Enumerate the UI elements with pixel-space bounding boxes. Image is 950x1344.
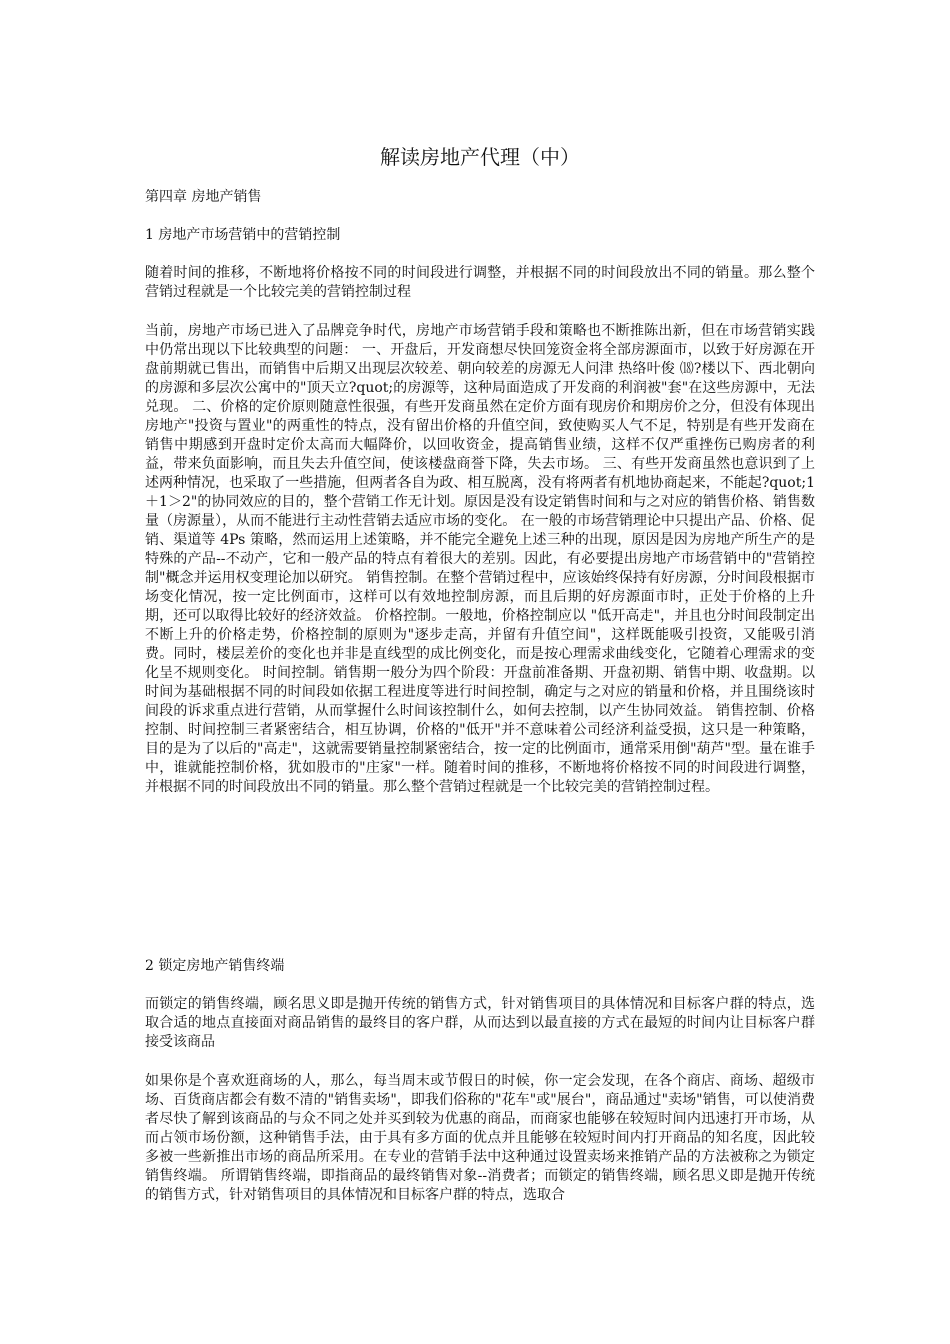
- section-2-heading: 2 锁定房地产销售终端: [145, 958, 285, 974]
- section-1-heading: 1 房地产市场营销中的营销控制: [145, 227, 341, 243]
- document-title: 解读房地产代理（中）: [380, 145, 580, 169]
- section-1-summary: 随着时间的推移，不断地将价格按不同的时间段进行调整，并根据不同的时间段放出不同的销量。那么整个营销过程就是一个比较完美的营销控制过程: [145, 265, 815, 300]
- section-2-body: 如果你是个喜欢逛商场的人，那么，每当周末或节假日的时候，你一定会发现，在各个商店、商场、超级市场、百货商店都会有数不清的"销售卖场"，即我们俗称的"花车"或"展台"，商品通过"卖场"销售，可以使消费者尽快了解到该商品的与众不同之处并买到较为优惠的商品，而商家也能够在较短时间内迅速打开市场，从而占领市场份额，这种销售手法，由于具有多方面的优点并且能够在较短时间内打开商品的知名度，因此较多被一些新推出市场的商品所采用。在专业的营销手法中这种通过设置卖场来推销产品的方法被称之为锁定销售终端。 所谓销售终端，即指商品的最终销售对象--消费者；而锁定的销售终端，顾名思义即是抛开传统的销售方式，针对销售项目的具体情况和目标客户群的特点，选取合: [145, 1073, 815, 1203]
- chapter-heading: 第四章 房地产销售: [145, 189, 262, 205]
- section-2-summary: 而锁定的销售终端，顾名思义即是抛开传统的销售方式，针对销售项目的具体情况和目标客户群的特点，选取合适的地点直接面对商品销售的最终目的客户群，从而达到以最直接的方式在最短的时间内让目标客户群接受该商品: [145, 996, 815, 1050]
- section-1-body: 当前，房地产市场已进入了品牌竞争时代，房地产市场营销手段和策略也不断推陈出新，但在市场营销实践中仍常出现以下比较典型的问题： 一、开盘后，开发商想尽快回笼资金将全部房源面市，以致于好房源在开盘前期就已售出，而销售中后期又出现层次较差、朝向较差的房源无人问津 热络叶俊 ⒅?楼以下、西北朝向的房源和多层次公寓中的"顶天立?quot;的房源等，这种局面造成了开发商的利润被"套"在这些房源中，无法兑现。 二、价格的定价原则随意性很强，有些开发商虽然在定价方面有现房价和期房价之分，但没有体现出房地产"投资与置业"的两重性的特点，没有留出价格的升值空间，致使购买人气不足，特别是有些开发商在销售中期感到开盘时定价太高而大幅降价，以回收资金，提高销售业绩，这样不仅严重挫伤已购房者的利益，带来负面影响，而且失去升值空间，使该楼盘商誉下降，失去市场。 三、有些开发商虽然也意识到了上述两种情况，也采取了一些措施，但两者各自为政、相互脱离，没有将两者有机地协商起来，不能起?quot;1＋1＞2"的协同效应的目的，整个营销工作无计划。原因是没有设定销售时间和与之对应的销售价格、销售数量（房源量），从而不能进行主动性营销去适应市场的变化。 在一般的市场营销理论中只提出产品、价格、促销、渠道等 4Ps 策略，然而运用上述策略，并不能完全避免上述三种的出现，原因是因为房地产所生产的是特殊的产品--不动产，它和一般产品的特点有着很大的差别。因此，有必要提出房地产市场营销中的"营销控制"概念并运用权变理论加以研究。 销售控制。在整个营销过程中，应该始终保持有好房源，分时间段根据市场变化情况，按一定比例面市，这样可以有效地控制房源，而且后期的好房源面市时，正处于价格的上升期，还可以取得比较好的经济效益。 价格控制。一般地，价格控制应以 "低开高走"，并且也分时间段制定出不断上升的价格走势，价格控制的原则为"逐步走高，并留有升值空间"，这样既能吸引投资，又能吸引消费。同时，楼层差价的变化也并非是直线型的成比例变化，而是按心理需求曲线变化，它随着心理需求的变化呈不规则变化。 时间控制。销售期一般分为四个阶段：开盘前准备期、开盘初期、销售中期、收盘期。以时间为基础根据不同的时间段如依据工程进度等进行时间控制，确定与之对应的销量和价格，并且围绕该时间段的诉求重点进行营销，从而掌握什么时间该控制什么，如何去控制，以产生协同效益。 销售控制、价格控制、时间控制三者紧密结合，相互协调，价格的"低开"并不意味着公司经济利益受损，这只是一种策略，目的是为了以后的"高走"，这就需要销量控制紧密结合，按一定的比例面市，通常采用倒"葫芦"型。量在谁手中，谁就能控制价格，犹如股市的"庄家"一样。随着时间的推移，不断地将价格按不同的时间段进行调整，并根据不同的时间段放出不同的销量。那么整个营销过程就是一个比较完美的营销控制过程。: [145, 323, 815, 795]
